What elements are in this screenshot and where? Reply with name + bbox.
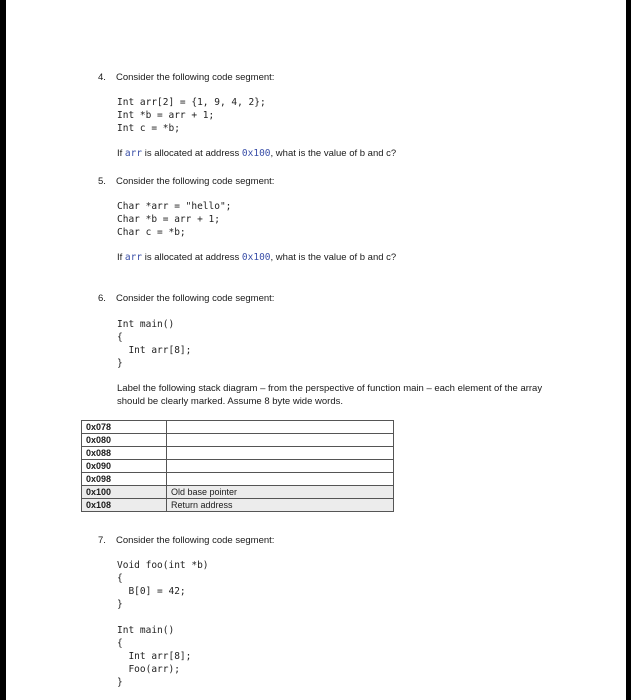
right-border [626,0,631,700]
stack-slot: Return address [167,499,394,512]
question-number: 4. [98,72,106,83]
question-prompt: Consider the following code segment: [116,176,275,187]
question-prompt: Consider the following code segment: [116,535,275,546]
stack-address: 0x080 [82,434,167,447]
stack-slot[interactable] [167,447,394,460]
stack-slot[interactable] [167,421,394,434]
question-number: 7. [98,535,106,546]
stack-row [82,434,394,447]
code-line: { [117,573,123,584]
stack-address: 0x108 [82,499,167,512]
code-line: Int main() [117,319,175,330]
question-prompt: Consider the following code segment: [116,72,275,83]
code-line: Void foo(int *b) [117,560,209,571]
question-number: 6. [98,293,106,304]
code-line: Int arr[8]; [117,345,192,356]
code-block-q7 [117,559,209,689]
code-line: } [117,358,123,369]
stack-slot[interactable] [167,473,394,486]
code-line: Int c = *b; [117,123,180,134]
stack-row [82,447,394,460]
code-line: Char c = *b; [117,227,186,238]
code-block-q6 [117,318,191,370]
code-block-q5 [117,200,231,239]
code-line: } [117,599,123,610]
question-prompt: Consider the following code segment: [116,293,275,304]
question-number: 5. [98,176,106,187]
stack-address: 0x078 [82,421,167,434]
stack-row [82,499,394,512]
stack-address: 0x088 [82,447,167,460]
stack-slot[interactable] [167,460,394,473]
stack-address: 0x100 [82,486,167,499]
code-line: Char *arr = "hello"; [117,201,232,212]
code-line: Int *b = arr + 1; [117,110,215,121]
code-line: B[0] = 42; [117,586,186,597]
stack-slot[interactable] [167,434,394,447]
code-line: Int main() [117,625,175,636]
stack-diagram [81,420,394,512]
code-line: { [117,638,123,649]
stack-row [82,460,394,473]
stack-address: 0x090 [82,460,167,473]
code-line: { [117,332,123,343]
stack-row [82,486,394,499]
code-line: Int arr[2] = {1, 9, 4, 2}; [117,97,266,108]
code-line: Char *b = arr + 1; [117,214,220,225]
stack-slot: Old base pointer [167,486,394,499]
stack-address: 0x098 [82,473,167,486]
question-text-q5: If arr is allocated at address 0x100, what is the value of b and c? [117,252,397,263]
stack-row [82,473,394,486]
stack-instructions: Label the following stack diagram – from the perspective of function main – each element of the array should be clearly marked. Assume 8 byte wide words. [117,383,543,407]
code-block-q4 [117,96,266,135]
code-line: Foo(arr); [117,664,180,675]
code-line: } [117,677,123,688]
question-text-q4: If arr is allocated at address 0x100, what is the value of b and c? [117,148,397,159]
stack-row [82,421,394,434]
code-line: Int arr[8]; [117,651,192,662]
left-border [0,0,6,700]
